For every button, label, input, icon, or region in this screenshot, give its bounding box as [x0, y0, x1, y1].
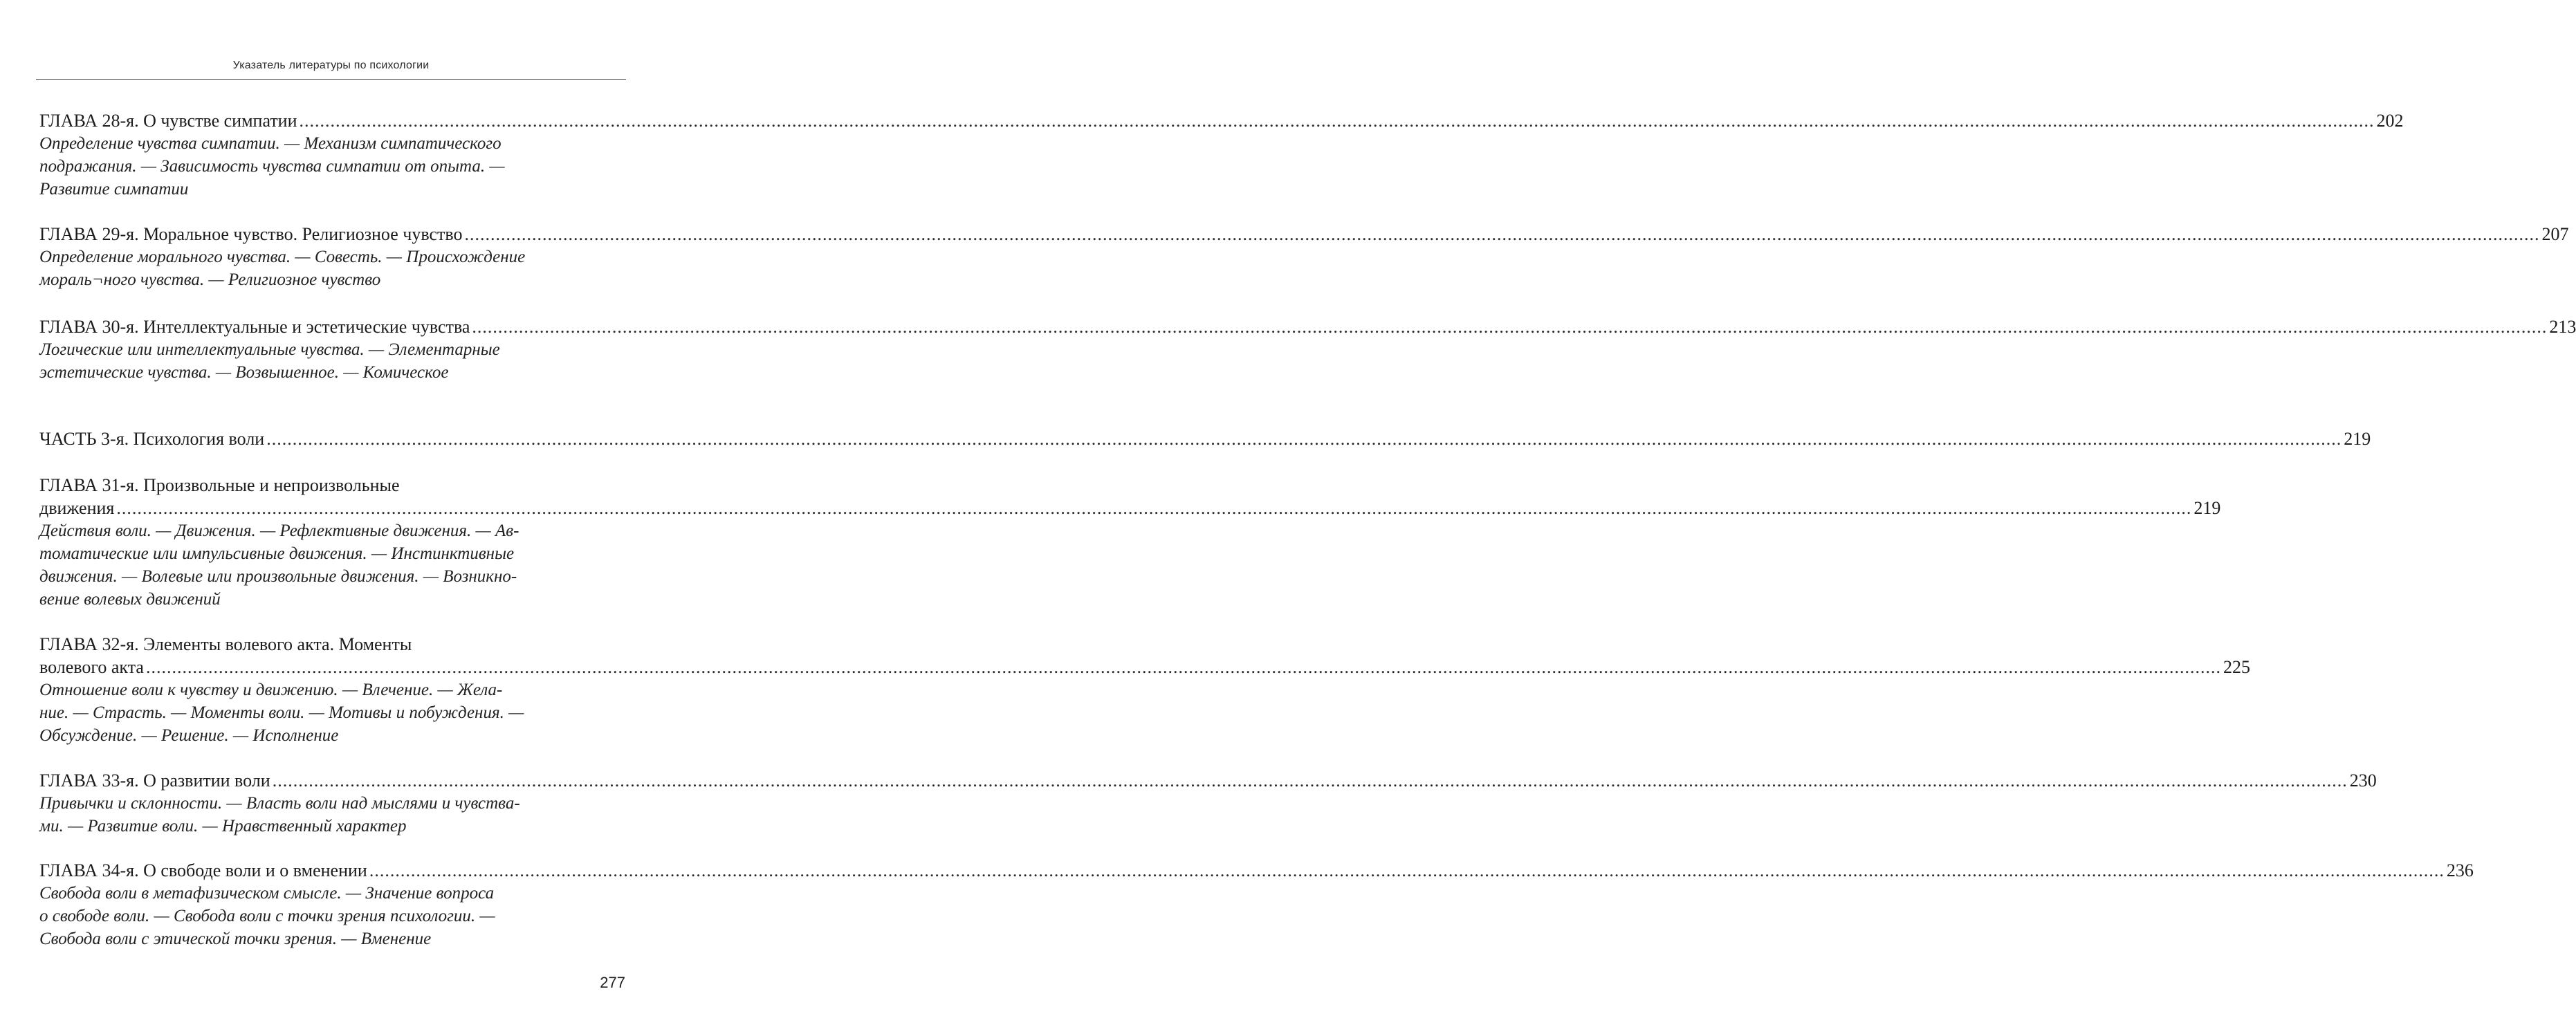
toc-entry-description	[39, 132, 613, 201]
description-line: ние. — Страсть. — Моменты воли. — Мотивы и побуждения. —	[39, 703, 524, 722]
description-line: Отношение воли к чувству и движению. — Влечение. — Жела-	[39, 681, 503, 699]
toc-entry-description	[39, 678, 613, 747]
dot-leader: ................................................................................................................................................................................................................................................................................................................................................................................................................	[116, 498, 2192, 518]
dot-leader: ................................................................................................................................................................................................................................................................................................................................................................................................................	[266, 429, 2342, 449]
toc-entry-title: движения	[39, 498, 115, 518]
toc-entry	[39, 427, 2371, 450]
toc-entry-title: волевого акта	[39, 657, 144, 677]
dot-leader: ................................................................................................................................................................................................................................................................................................................................................................................................................	[369, 860, 2445, 880]
description-line: Свобода воли в метафизическом смысле. — Значение вопроса	[39, 884, 495, 903]
toc-entry-line	[39, 497, 2221, 519]
description-line: Свобода воли с этической точки зрения. — Вменение	[39, 930, 432, 948]
description-line: Обсуждение. — Решение. — Исполнение	[39, 726, 339, 745]
toc-entry-description	[39, 519, 613, 611]
toc-entry-title: ЧАСТЬ 3-я. Психология воли	[39, 429, 265, 449]
description-line: ми. — Развитие воли. — Нравственный характер	[39, 817, 407, 835]
toc-entry	[39, 109, 2404, 201]
dot-leader: ................................................................................................................................................................................................................................................................................................................................................................................................................	[472, 317, 2548, 337]
description-line: подражания. — Зависимость чувства симпатии от опыта. —	[39, 157, 505, 176]
running-head: Указатель литературы по психологии	[232, 59, 430, 71]
toc-entry	[39, 859, 2474, 950]
toc-entry-line	[39, 427, 2371, 450]
toc-entry-title: ГЛАВА 28-я. О чувстве симпатии	[39, 111, 297, 131]
description-line: Действия воли. — Движения. — Рефлективные движения. — Ав-	[39, 521, 519, 540]
description-line: томатические или импульсивные движения. — Инстинктивные	[39, 544, 515, 563]
dot-leader: ................................................................................................................................................................................................................................................................................................................................................................................................................	[299, 111, 2375, 131]
dot-leader: ................................................................................................................................................................................................................................................................................................................................................................................................................	[272, 770, 2348, 791]
toc-entry-title-first-line: ГЛАВА 32-я. Элементы волевого акта. Моменты	[39, 634, 412, 654]
toc-entry-title: ГЛАВА 33-я. О развитии воли	[39, 770, 270, 791]
toc-entry	[39, 474, 2221, 611]
toc-entry-page: 219	[2193, 498, 2221, 518]
description-line: эстетические чувства. — Возвышенное. — Комическое	[39, 363, 449, 382]
toc-entry-page: 230	[2349, 770, 2377, 791]
toc-entry	[39, 633, 2250, 747]
toc-entry-description	[39, 882, 613, 950]
toc-entry-page: 213	[2549, 317, 2576, 337]
description-line: Определение морального чувства. — Совесть. — Происхождение	[39, 248, 526, 266]
toc-entry-line	[39, 859, 2474, 882]
toc-entry-line	[39, 109, 2404, 132]
toc-entry-description	[39, 338, 613, 384]
toc-entry-page: 225	[2223, 657, 2250, 677]
toc-entry	[39, 769, 2377, 838]
page-number: 277	[600, 974, 625, 991]
toc-entry-description	[39, 246, 613, 291]
toc-entry-description	[39, 792, 613, 838]
description-line: о свободе воли. — Свобода воли с точки зрения психологии. —	[39, 907, 495, 925]
toc-entry-page: 219	[2344, 429, 2371, 449]
description-line: Логические или интеллектуальные чувства. — Элементарные	[39, 340, 500, 359]
toc-entry-line	[39, 656, 2250, 678]
toc-entry-title: ГЛАВА 30-я. Интеллектуальные и эстетические чувства	[39, 317, 470, 337]
toc-entry-page: 202	[2376, 111, 2404, 131]
header-rule	[36, 79, 626, 80]
toc-entry-line	[39, 223, 2569, 246]
description-line: движения. — Волевые или произвольные движения. — Возникно-	[39, 567, 517, 586]
description-line: Привычки и склонности. — Власть воли над мыслями и чувства-	[39, 794, 520, 813]
toc-entry	[39, 223, 2569, 291]
toc-entry-line	[39, 315, 2576, 338]
toc-entry-page: 236	[2446, 860, 2474, 880]
description-line: Определение чувства симпатии. — Механизм симпатического	[39, 134, 502, 153]
toc-entry-title: ГЛАВА 29-я. Моральное чувство. Религиозное чувство	[39, 224, 463, 244]
description-line: мораль¬ного чувства. — Религиозное чувство	[39, 270, 381, 289]
toc-entry-title-first-line: ГЛАВА 31-я. Произвольные и непроизвольные	[39, 475, 400, 495]
dot-leader: ................................................................................................................................................................................................................................................................................................................................................................................................................	[464, 224, 2540, 244]
description-line: вение волевых движений	[39, 590, 221, 609]
toc-entry-page: 207	[2541, 224, 2569, 244]
toc-entry-line	[39, 769, 2377, 792]
toc-entry-title: ГЛАВА 34-я. О свободе воли и о вменении	[39, 860, 367, 880]
toc-entry	[39, 315, 2576, 384]
description-line: Развитие симпатии	[39, 180, 189, 198]
dot-leader: ................................................................................................................................................................................................................................................................................................................................................................................................................	[145, 657, 2221, 677]
